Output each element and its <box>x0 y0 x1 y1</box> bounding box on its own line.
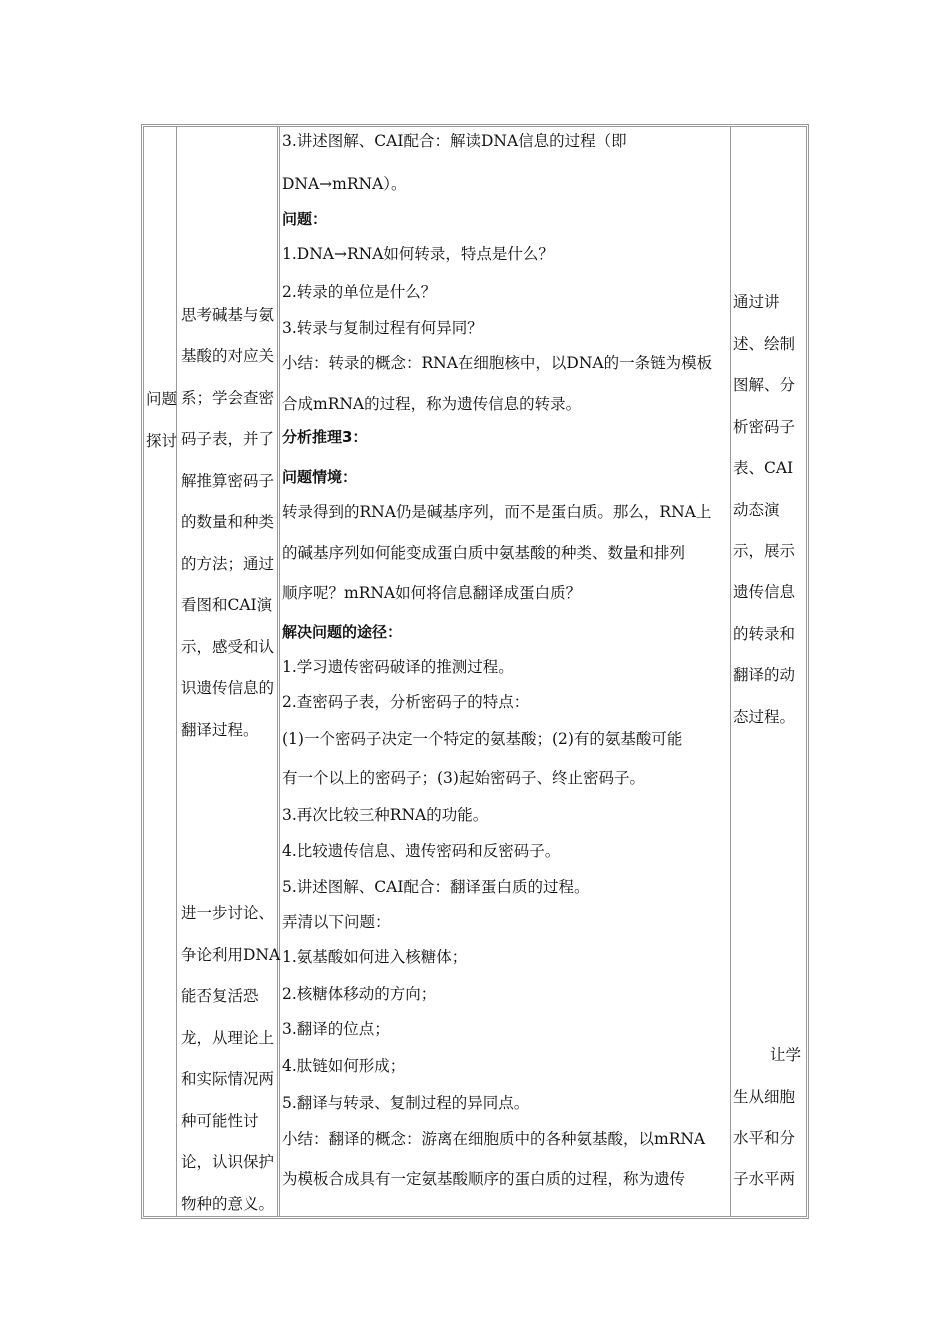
text-line: 3.翻译的位点； <box>282 1020 390 1038</box>
text-line: 3.转录与复制过程有何异同？ <box>282 319 483 337</box>
text-line: 分析推理3： <box>282 428 368 446</box>
text-line: 4.比较遗传信息、遗传密码和反密码子。 <box>282 842 561 860</box>
text-line: 种可能性讨 <box>181 1112 259 1130</box>
text-line: 论，认识保护 <box>181 1153 275 1171</box>
text-line: 述、绘制 <box>733 335 796 353</box>
text-line: 物种的意义。 <box>181 1195 275 1213</box>
text-line: DNA→mRNA）。 <box>282 175 407 193</box>
text-line: 系；学会查密 <box>181 389 275 407</box>
text-line: (1)一个密码子决定一个特定的氨基酸；(2)有的氨基酸可能 <box>282 730 683 748</box>
text-line: 问题 <box>146 390 178 408</box>
text-line: 进一步讨论、 <box>181 904 275 922</box>
text-line: 生从细胞 <box>733 1088 796 1106</box>
text-line: 的转录和 <box>733 625 796 643</box>
text-line: 表、CAI <box>733 459 794 477</box>
text-line: 示，感受和认 <box>181 638 275 656</box>
text-line: 1.学习遗传密码破译的推测过程。 <box>282 658 514 676</box>
text-line: 顺序呢？mRNA如何将信息翻译成蛋白质？ <box>282 584 582 602</box>
text-line: 5.翻译与转录、复制过程的异同点。 <box>282 1094 530 1112</box>
text-line: 让学 <box>770 1046 802 1064</box>
text-line: 解决问题的途径： <box>282 623 403 641</box>
column-divider <box>176 127 177 1216</box>
text-line: 态过程。 <box>733 708 796 726</box>
text-line: 弄清以下问题： <box>282 913 391 931</box>
text-line: 动态演 <box>733 501 780 519</box>
text-line: 遗传信息 <box>733 583 796 601</box>
text-line: 问题情境： <box>282 468 358 486</box>
text-line: 小结：转录的概念：RNA在细胞核中，以DNA的一条链为模板 <box>282 354 713 372</box>
text-line: 为模板合成具有一定氨基酸顺序的蛋白质的过程，称为遗传 <box>282 1170 686 1188</box>
text-line: 争论利用DNA <box>181 946 281 964</box>
text-line: 问题： <box>282 210 328 228</box>
text-line: 探讨 <box>146 432 178 450</box>
text-line: 4.肽链如何形成； <box>282 1057 406 1075</box>
text-line: 5.讲述图解、CAI配合：翻译蛋白质的过程。 <box>282 878 590 896</box>
text-line: 的方法；通过 <box>181 555 275 573</box>
text-line: 和实际情况两 <box>181 1070 275 1088</box>
text-line: 翻译过程。 <box>181 721 259 739</box>
text-line: 1.氨基酸如何进入核糖体； <box>282 948 468 966</box>
text-line: 的碱基序列如何能变成蛋白质中氨基酸的种类、数量和排列 <box>282 544 686 562</box>
text-line: 2.查密码子表，分析密码子的特点： <box>282 693 530 711</box>
text-line: 图解、分 <box>733 376 796 394</box>
text-line: 水平和分 <box>733 1129 796 1147</box>
column-divider <box>277 127 280 1216</box>
text-line: 2.转录的单位是什么？ <box>282 283 437 301</box>
text-line: 小结：翻译的概念：游离在细胞质中的各种氨基酸，以mRNA <box>282 1130 706 1148</box>
text-line: 基酸的对应关 <box>181 347 275 365</box>
text-line: 3.讲述图解、CAI配合：解读DNA信息的过程（即 <box>282 132 627 150</box>
text-line: 示，展示 <box>733 542 796 560</box>
text-line: 思考碱基与氨 <box>181 306 275 324</box>
text-line: 解推算密码子 <box>181 472 275 490</box>
text-line: 转录得到的RNA仍是碱基序列，而不是蛋白质。那么，RNA上 <box>282 503 712 521</box>
text-line: 码子表，并了 <box>181 430 275 448</box>
text-line: 3.再次比较三种RNA的功能。 <box>282 806 489 824</box>
text-line: 析密码子 <box>733 418 796 436</box>
text-line: 识遗传信息的 <box>181 679 275 697</box>
text-line: 2.核糖体移动的方向； <box>282 985 437 1003</box>
text-line: 1.DNA→RNA如何转录，特点是什么？ <box>282 245 554 263</box>
text-line: 合成mRNA的过程，称为遗传信息的转录。 <box>282 395 582 413</box>
text-line: 翻译的动 <box>733 666 796 684</box>
text-line: 子水平两 <box>733 1170 796 1188</box>
text-line: 的数量和种类 <box>181 513 275 531</box>
text-line: 龙，从理论上 <box>181 1029 275 1047</box>
text-line: 能否复活恐 <box>181 987 259 1005</box>
text-line: 看图和CAI演 <box>181 596 273 614</box>
text-line: 有一个以上的密码子；(3)起始密码子、终止密码子。 <box>282 769 645 787</box>
text-line: 通过讲 <box>733 293 780 311</box>
column-divider <box>730 127 731 1216</box>
